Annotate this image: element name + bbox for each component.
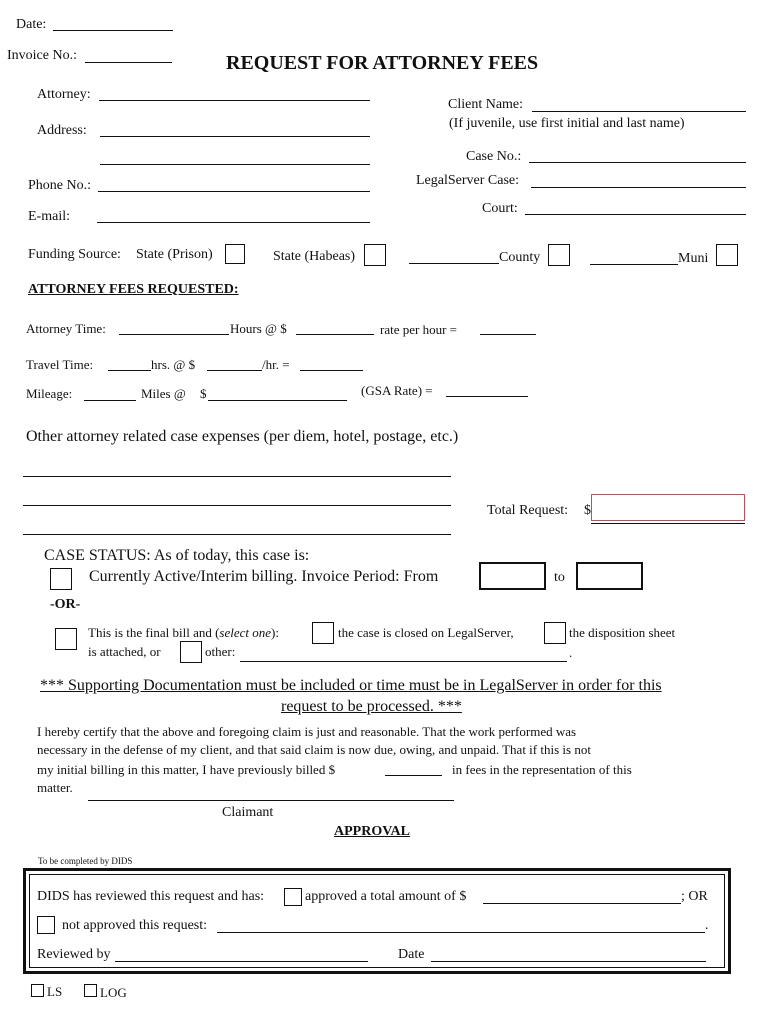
approved-amount-field[interactable] — [483, 903, 681, 904]
select-one-text: select one — [219, 625, 272, 640]
date-field[interactable] — [53, 30, 173, 31]
client-name-field[interactable] — [532, 111, 746, 112]
county-checkbox[interactable] — [548, 244, 570, 266]
travel-hours-field[interactable] — [108, 370, 151, 371]
other-expenses-line-2[interactable] — [23, 505, 451, 506]
other-expenses-line-3[interactable] — [23, 534, 451, 535]
reviewed-by-label: Reviewed by — [37, 947, 111, 962]
ls-label: LS — [47, 984, 63, 999]
funding-source-label: Funding Source: — [28, 247, 121, 262]
certify-line-2: necessary in the defense of my client, and that said claim is now due, owing, and unpaid. That if this is not — [37, 742, 591, 757]
total-request-input[interactable] — [591, 494, 745, 521]
legalserver-case-label: LegalServer Case: — [416, 173, 520, 188]
other-expenses-line-1[interactable] — [23, 476, 451, 477]
address-label: Address: — [37, 123, 87, 138]
funding-option-state-habeas: State (Habeas) — [273, 249, 356, 264]
funding-option-county: County — [499, 250, 541, 265]
total-request-underline — [591, 523, 745, 524]
gsa-rate-label: (GSA Rate) = — [361, 383, 433, 398]
date-label: Date: — [16, 17, 47, 32]
log-label: LOG — [100, 985, 127, 1000]
fees-heading: ATTORNEY FEES REQUESTED: — [28, 282, 239, 297]
total-request-label: Total Request: — [487, 503, 569, 518]
state-prison-checkbox[interactable] — [225, 244, 245, 264]
hours-at-label: Hours @ $ — [230, 321, 287, 336]
or-separator: -OR- — [50, 597, 81, 612]
log-checkbox[interactable] — [84, 984, 97, 997]
mileage-dollar-sign: $ — [200, 386, 207, 401]
approval-heading: APPROVAL — [334, 824, 410, 839]
final-bill-label — [88, 625, 279, 641]
mileage-label: Mileage: — [26, 386, 73, 401]
hourly-rate-field[interactable] — [296, 334, 374, 335]
case-no-label: Case No.: — [466, 149, 522, 164]
page-title: REQUEST FOR ATTORNEY FEES — [226, 52, 539, 74]
other-status-checkbox[interactable] — [180, 641, 202, 663]
documentation-notice-line-1: *** Supporting Documentation must be included or time must be in LegalServer in order for this — [40, 677, 662, 694]
attorney-time-field[interactable] — [119, 334, 229, 335]
approved-checkbox[interactable] — [284, 888, 302, 906]
disposition-sheet-label: the disposition sheet — [569, 625, 676, 640]
to-label: to — [554, 570, 565, 585]
address-field-1[interactable] — [100, 136, 370, 137]
muni-name-field[interactable] — [590, 264, 678, 265]
claimant-signature-field[interactable] — [88, 800, 454, 801]
juvenile-note: (If juvenile, use first initial and last name) — [449, 116, 685, 131]
previously-billed-field[interactable] — [385, 775, 442, 776]
not-approved-period: . — [705, 918, 709, 933]
client-name-label: Client Name: — [448, 97, 524, 112]
travel-time-label: Travel Time: — [26, 357, 94, 372]
not-approved-reason-field[interactable] — [217, 932, 705, 933]
dids-reviewed-label: DIDS has reviewed this request and has: — [37, 889, 265, 904]
not-approved-checkbox[interactable] — [37, 916, 55, 934]
case-status-heading: CASE STATUS: As of today, this case is: — [44, 547, 310, 564]
attached-or-label: is attached, or — [88, 644, 161, 659]
claimant-label: Claimant — [222, 805, 274, 820]
muni-checkbox[interactable] — [716, 244, 738, 266]
mileage-total-field[interactable] — [446, 396, 528, 397]
invoice-period-from-input[interactable] — [479, 562, 546, 590]
invoice-field[interactable] — [85, 62, 172, 63]
county-name-field[interactable] — [409, 263, 499, 264]
funding-option-state-prison: State (Prison) — [136, 247, 213, 262]
final-bill-prefix: This is the final bill and ( — [88, 625, 220, 640]
travel-rate-field[interactable] — [207, 370, 262, 371]
disposition-sheet-checkbox[interactable] — [544, 622, 566, 644]
final-bill-checkbox[interactable] — [55, 628, 77, 650]
ls-checkbox[interactable] — [31, 984, 44, 997]
case-closed-checkbox[interactable] — [312, 622, 334, 644]
total-dollar-sign: $ — [584, 503, 591, 518]
miles-at-label: Miles @ — [141, 386, 186, 401]
invoice-label: Invoice No.: — [7, 48, 77, 63]
miles-field[interactable] — [84, 400, 136, 401]
court-label: Court: — [482, 201, 518, 216]
email-field[interactable] — [97, 222, 370, 223]
not-approved-label: not approved this request: — [62, 918, 208, 933]
approved-total-label: approved a total amount of $ — [305, 889, 467, 904]
legalserver-case-field[interactable] — [531, 187, 746, 188]
active-billing-label: Currently Active/Interim billing. Invoice Period: From — [89, 568, 439, 585]
or-text: ; OR — [681, 889, 708, 904]
other-expenses-label: Other attorney related case expenses (per diem, hotel, postage, etc.) — [26, 428, 459, 445]
phone-label: Phone No.: — [28, 178, 91, 193]
email-label: E-mail: — [28, 209, 70, 224]
attorney-time-total-field[interactable] — [480, 334, 536, 335]
final-bill-suffix: ): — [271, 625, 279, 640]
state-habeas-checkbox[interactable] — [364, 244, 386, 266]
certify-line-4: matter. — [37, 780, 73, 795]
documentation-notice-line-2: request to be processed. *** — [281, 698, 462, 715]
mileage-rate-field[interactable] — [208, 400, 347, 401]
attorney-time-label: Attorney Time: — [26, 321, 106, 336]
hrs-at-label: hrs. @ $ — [151, 357, 196, 372]
case-no-field[interactable] — [529, 162, 746, 163]
other-status-period: . — [569, 645, 573, 660]
attorney-label: Attorney: — [37, 87, 91, 102]
phone-field[interactable] — [98, 191, 370, 192]
certify-line-3b: in fees in the representation of this — [452, 762, 632, 777]
attorney-field[interactable] — [99, 100, 370, 101]
per-hr-label: /hr. = — [262, 357, 290, 372]
review-date-label: Date — [398, 947, 425, 962]
other-status-field[interactable] — [240, 661, 567, 662]
active-billing-checkbox[interactable] — [50, 568, 72, 590]
funding-option-muni: Muni — [678, 251, 709, 266]
travel-total-field[interactable] — [300, 370, 363, 371]
rate-per-hour-label: rate per hour = — [380, 322, 457, 337]
address-field-2[interactable] — [100, 164, 370, 165]
certify-line-1: I hereby certify that the above and foregoing claim is just and reasonable. That the work performed was — [37, 724, 577, 739]
review-date-field[interactable] — [431, 961, 706, 962]
invoice-period-to-input[interactable] — [576, 562, 643, 590]
other-status-label: other: — [205, 644, 236, 659]
reviewed-by-field[interactable] — [115, 961, 368, 962]
case-closed-label: the case is closed on LegalServer, — [338, 625, 514, 640]
court-field[interactable] — [525, 214, 746, 215]
certify-line-3a: my initial billing in this matter, I have previously billed $ — [37, 762, 336, 777]
dids-note: To be completed by DIDS — [38, 856, 133, 866]
